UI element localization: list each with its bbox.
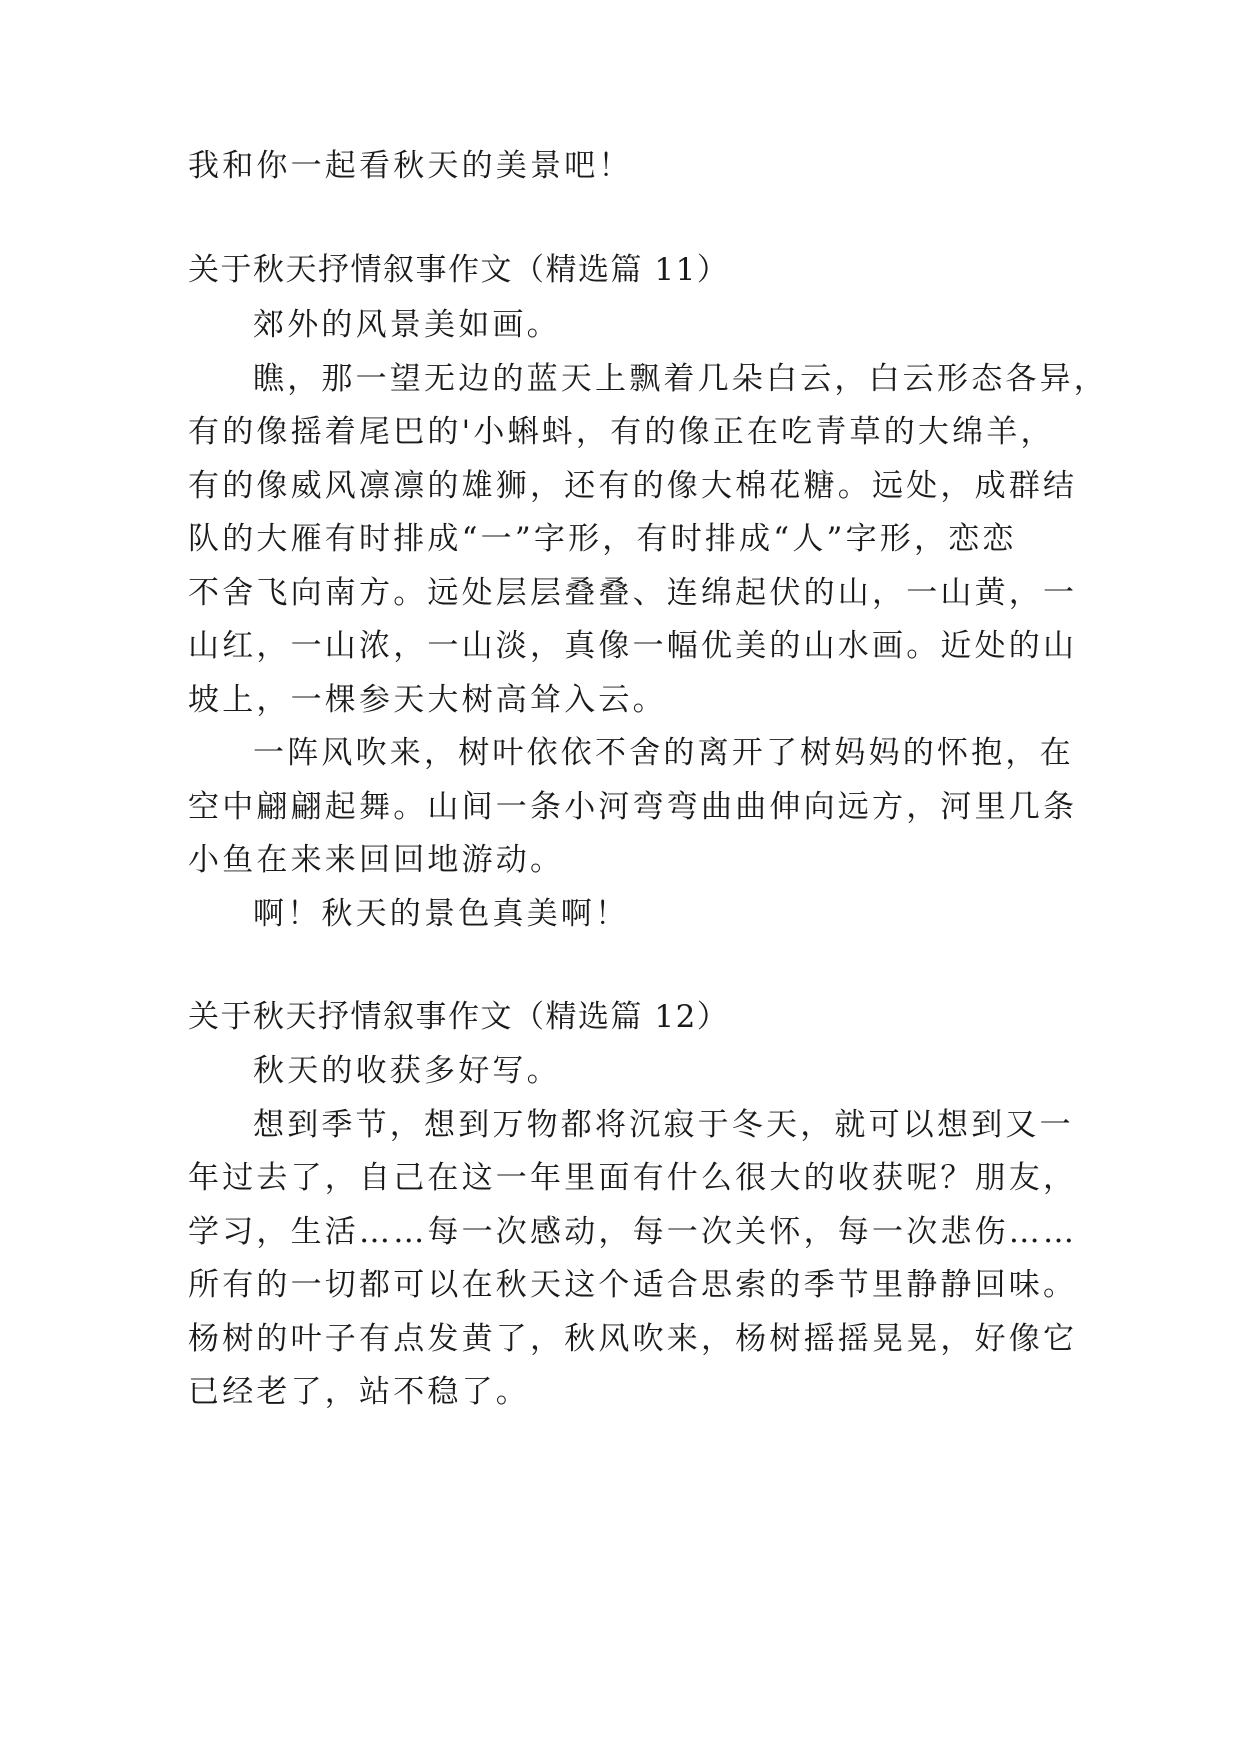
section-12-paragraph-line: 所有的一切都可以在秋天这个适合思索的季节里静静回味。 [188, 1267, 1078, 1303]
section-11-paragraph-line: 空中翩翩起舞。山间一条小河弯弯曲曲伸向远方，河里几条 [188, 789, 1078, 825]
section-11-paragraph-line: 小鱼在来来回回地游动。 [188, 842, 565, 878]
section-11-paragraph-line: 有的像威风凛凛的雄狮，还有的像大棉花糖。远处，成群结 [188, 468, 1078, 504]
section-12-paragraph-line: 年过去了，自己在这一年里面有什么很大的收获呢？朋友， [188, 1160, 1078, 1196]
section-11-heading: 关于秋天抒情叙事作文（精选篇 11） [188, 252, 730, 288]
section-11-paragraph-line: 有的像摇着尾巴的'小蝌蚪，有的像正在吃青草的大绵羊， [188, 414, 1055, 450]
section-12-paragraph-line: 杨树的叶子有点发黄了，秋风吹来，杨树摇摇晃晃，好像它 [188, 1321, 1078, 1357]
section-11-paragraph-line: 瞧，那一望无边的蓝天上飘着几朵白云，白云形态各异， [253, 361, 1108, 397]
section-11-paragraph-line: 啊！秋天的景色真美啊！ [253, 896, 630, 932]
section-12-heading: 关于秋天抒情叙事作文（精选篇 12） [188, 999, 730, 1035]
section-12-paragraph-line: 秋天的收获多好写。 [253, 1053, 561, 1089]
section-12-paragraph-line: 想到季节，想到万物都将沉寂于冬天，就可以想到又一 [253, 1107, 1074, 1143]
section-11-paragraph-line: 队的大雁有时排成“一”字形，有时排成“人”字形，恋恋 [188, 521, 1017, 557]
section-12-paragraph-line: 学习，生活……每一次感动，每一次关怀，每一次悲伤…… [188, 1214, 1078, 1250]
section-11-paragraph-line: 一阵风吹来，树叶依依不舍的离开了树妈妈的怀抱，在 [253, 735, 1074, 771]
section-11-paragraph-line: 不舍飞向南方。远处层层叠叠、连绵起伏的山，一山黄，一 [188, 575, 1078, 611]
opening-line: 我和你一起看秋天的美景吧！ [188, 148, 633, 184]
section-11-paragraph-line: 郊外的风景美如画。 [253, 307, 561, 343]
section-11-paragraph-line: 山红，一山浓，一山淡，真像一幅优美的山水画。近处的山 [188, 628, 1078, 664]
section-11-paragraph-line: 坡上，一棵参天大树高耸入云。 [188, 682, 667, 718]
section-12-paragraph-line: 已经老了，站不稳了。 [188, 1374, 530, 1410]
